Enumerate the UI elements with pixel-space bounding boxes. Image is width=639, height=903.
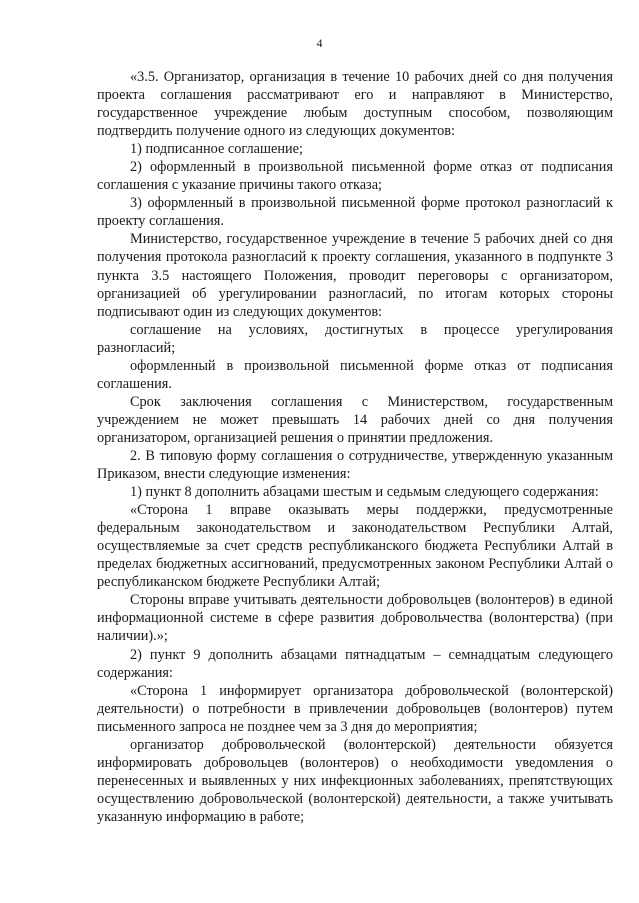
paragraph-3-5-intro: «3.5. Организатор, организация в течение 10 рабочих дней со дня получения проекта соглашения рассматривают его и направляют в Министерство, государственное учреждение любым доступным способом, позволяющим подтвердить получение одного из следующих документов: (97, 69, 613, 140)
paragraph-term: Срок заключения соглашения с Министерством, государственным учреждением не может превышать 14 рабочих дней со дня получения организатором, организацией решения о принятии предложения. (97, 393, 613, 446)
list-item-agreement-on-terms: соглашение на условиях, достигнутых в процессе урегулирования разногласий; (97, 321, 613, 356)
document-body (97, 68, 613, 826)
list-item-refusal-to-sign: оформленный в произвольной письменной форме отказ от подписания соглашения. (97, 357, 613, 392)
page-number: 4 (316, 36, 323, 50)
paragraph-item-8-amend: 1) пункт 8 дополнить абзацами шестым и седьмым следующего содержания: (130, 484, 599, 501)
paragraph-section-2: 2. В типовую форму соглашения о сотрудничестве, утвержденную указанным Приказом, внести следующие изменения: (97, 447, 613, 483)
paragraph-item-9-amend: 2) пункт 9 дополнить абзацами пятнадцатым – семнадцатым следующего содержания: (97, 646, 613, 681)
list-item-refusal: 2) оформленный в произвольной письменной форме отказ от подписания соглашения с указание причины такого отказа; (97, 159, 613, 194)
quote-parties-accounting: Стороны вправе учитывать деятельности добровольцев (волонтеров) в единой информационной системе в сфере развития добровольчества (волонтерства) (при наличии).»; (97, 592, 613, 645)
quote-party-1-informs: «Сторона 1 информирует организатора добровольческой (волонтерской) деятельности) о потребности в привлечении добровольцев (волонтеров) путем письменного запроса не позднее чем за 3 дня до мероприятия; (97, 682, 613, 735)
list-item-disagreement-protocol: 3) оформленный в произвольной письменной форме протокол разногласий к проекту соглашения. (97, 195, 613, 230)
quote-organizer-obligation: организатор добровольческой (волонтерской) деятельности обязуется информировать добровольцев (волонтеров) о необходимости уведомления о перенесенных и выявленных у них инфекционных заболеваниях, препятствующих осуществлению добровольческой (волонтерской) деятельности, а также учитывать указанную информацию в работе; (97, 736, 613, 825)
list-item-signed-agreement: 1) подписанное соглашение; (130, 141, 303, 158)
quote-party-1-support: «Сторона 1 вправе оказывать меры поддержки, предусмотренные федеральным законодательством и законодательством Республики Алтай, осуществляемые за счет средств республиканского бюджета Республики Алтай в пределах бюджетных ассигнований, предусмотренных законом Республики Алтай о республиканском бюджете Республики Алтай; (97, 502, 613, 591)
paragraph-ministry-negotiation: Министерство, государственное учреждение в течение 5 рабочих дней со дня получения протокола разногласий к проекту соглашения, указанного в подпункте 3 пункта 3.5 настоящего Положения, проводит переговоры с организатором, организацией об урегулировании разногласий, по итогам которых стороны подписывают один из следующих документов: (97, 231, 613, 320)
